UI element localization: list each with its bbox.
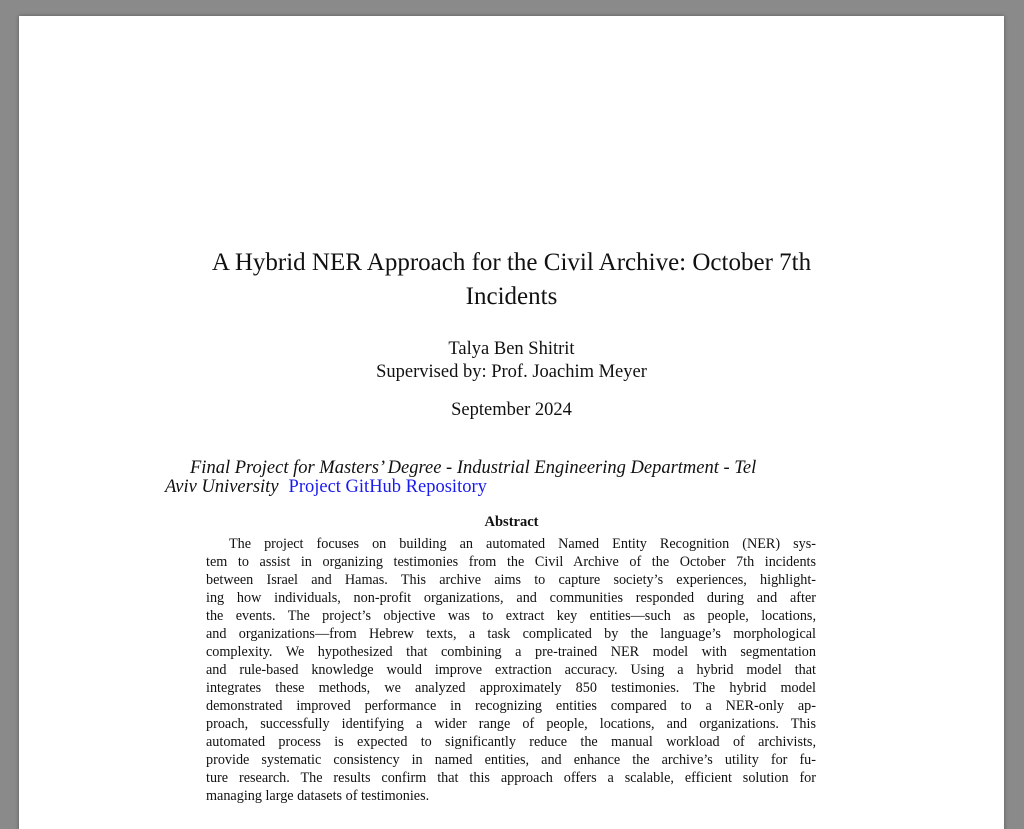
abstract-heading: Abstract [484, 514, 539, 530]
abstract-line: proach, successfully identifying a wider range of people, locations, and organizations. This [206, 716, 816, 732]
abstract-line: between Israel and Hamas. This archive aims to capture society’s experiences, highlight- [206, 572, 816, 588]
paper-title-line-2: Incidents [465, 283, 558, 310]
project-note-line-1: Final Project for Masters’ Degree - Industrial Engineering Department - Tel [190, 458, 757, 478]
project-note-line-2 [165, 478, 859, 497]
author-name: Talya Ben Shitrit [448, 339, 575, 359]
abstract-line: tem to assist in organizing testimonies from the Civil Archive of the October 7th incidents [206, 554, 816, 570]
university-name: Aviv University [165, 477, 279, 497]
supervisor-line: Supervised by: Prof. Joachim Meyer [376, 362, 647, 382]
publication-date: September 2024 [451, 400, 572, 420]
abstract-line: demonstrated improved performance in recognizing entities compared to a NER-only ap- [206, 698, 816, 714]
abstract-line: The project focuses on building an automated Named Entity Recognition (NER) sys- [229, 536, 816, 552]
abstract-line: and rule-based knowledge would improve extraction accuracy. Using a hybrid model that [206, 662, 816, 678]
abstract-line: and organizations—from Hebrew texts, a task complicated by the language’s morphological [206, 626, 816, 642]
abstract-line: managing large datasets of testimonies. [206, 788, 430, 804]
abstract-body [206, 535, 816, 805]
document-page [19, 16, 1004, 829]
abstract-line: provide systematic consistency in named entities, and enhance the archive’s utility for fu- [206, 752, 816, 768]
project-note [165, 459, 859, 497]
github-repository-link[interactable]: Project GitHub Repository [288, 477, 487, 497]
abstract-line: complexity. We hypothesized that combining a pre-trained NER model with segmentation [206, 644, 816, 660]
paper-title [19, 246, 1004, 314]
paper-title-line-1: A Hybrid NER Approach for the Civil Archive: October 7th [211, 249, 812, 276]
abstract-line: the events. The project’s objective was to extract key entities—such as people, locations, [206, 608, 816, 624]
abstract-line: automated process is expected to significantly reduce the manual workload of archivists, [206, 734, 816, 750]
abstract-line: integrates these methods, we analyzed approximately 850 testimonies. The hybrid model [206, 680, 816, 696]
abstract-line: ture research. The results confirm that this approach offers a scalable, efficient solution for [206, 770, 816, 786]
abstract-line: ing how individuals, non-profit organizations, and communities responded during and after [206, 590, 816, 606]
